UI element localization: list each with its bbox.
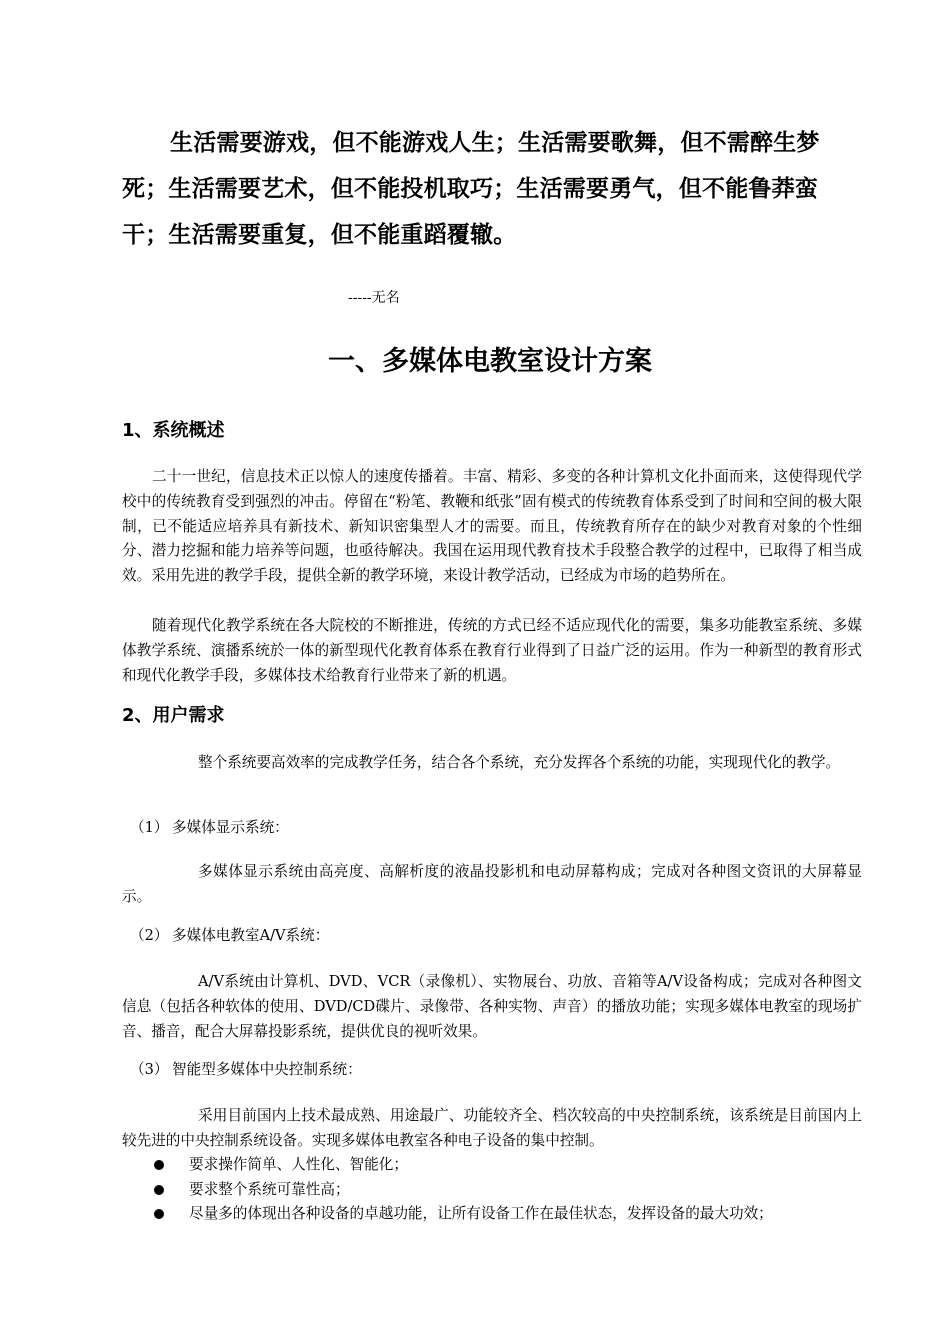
list-item — [154, 1178, 874, 1203]
requirement-desc-2: A/V系统由计算机、DVD、VCR（录像机）、实物展台、功放、音箱等A/V设备构成；完成对各种图文信息（包括各种软体的使用、DVD/CD碟片、录像带、各种实物、声音）的播放功能；实现多媒体电教室的现场扩音、播音，配合大屏幕投影系统，提供优良的视听效果。 — [122, 973, 862, 1040]
section-heading-requirements: 2、用户需求 — [122, 705, 225, 726]
bullet-dot-icon — [154, 1209, 164, 1219]
quote-attribution: -----无名 — [348, 290, 400, 306]
requirement-item-3 — [130, 1059, 362, 1081]
requirement-label: 多媒体显示系统： — [172, 819, 289, 836]
requirement-number: （2） — [130, 927, 169, 944]
requirement-item-1 — [130, 817, 289, 839]
requirement-number: （1） — [130, 819, 169, 836]
requirement-desc-3: 采用目前国内上技术最成熟、用途最广、功能较齐全、档次较高的中央控制系统，该系统是目前国内上较先进的中央控制系统设备。实现多媒体电教室各种电子设备的集中控制。 — [122, 1107, 862, 1149]
opening-quote: 生活需要游戏，但不能游戏人生；生活需要歌舞，但不需醉生梦死；生活需要艺术，但不能投机取巧；生活需要勇气，但不能鲁莽蛮干；生活需要重复，但不能重蹈覆辙。 — [122, 130, 820, 248]
bullet-text: 尽量多的体现出各种设备的卓越功能，让所有设备工作在最佳状态，发挥设备的最大功效； — [189, 1205, 773, 1223]
document-title: 一、多媒体电教室设计方案 — [328, 346, 652, 377]
section-heading-overview: 1、系统概述 — [122, 420, 225, 441]
overview-paragraph-2: 随着现代化教学系统在各大院校的不断推进，传统的方式已经不适应现代化的需要，集多功能教室系统、多媒体教学系统、演播系统於一体的新型现代化教育体系在教育行业得到了日益广泛的运用。作为一种新型的教育形式和现代化教学手段，多媒体技术给教育行业带来了新的机遇。 — [122, 617, 862, 684]
list-item — [154, 1202, 874, 1227]
list-item — [154, 1153, 874, 1178]
requirement-label: 智能型多媒体中央控制系统： — [172, 1061, 362, 1078]
bullet-text: 要求整个系统可靠性高； — [189, 1180, 350, 1198]
overview-paragraph-1: 二十一世纪，信息技术正以惊人的速度传播着。丰富、精彩、多变的各种计算机文化扑面而来，这使得现代学校中的传统教育受到强烈的冲击。停留在“粉笔、教鞭和纸张”固有模式的传统教育体系受到了时间和空间的极大限制，已不能适应培养具有新技术、新知识密集型人才的需要。而且，传统教育所存在的缺少对教育对象的个性细分、潜力挖掘和能力培养等问题，也亟待解决。我国在运用现代教育技术手段整合教学的过程中，已取得了相当成效。采用先进的教学手段，提供全新的教学环境，来设计教学活动，已经成为市场的趋势所在。 — [122, 468, 862, 585]
requirement-item-2 — [130, 925, 329, 947]
bullet-text: 要求操作简单、人性化、智能化； — [189, 1156, 408, 1173]
requirement-label: 多媒体电教室A/V系统： — [172, 927, 330, 944]
requirements-intro: 整个系统要高效率的完成教学任务，结合各个系统，充分发挥各个系统的功能，实现现代化的教学。 — [198, 754, 841, 771]
requirement-bullet-list — [154, 1153, 874, 1227]
requirement-desc-1: 多媒体显示系统由高亮度、高解析度的液晶投影机和电动屏幕构成；完成对各种图文资讯的大屏幕显示。 — [122, 863, 862, 905]
bullet-dot-icon — [154, 1185, 164, 1195]
bullet-dot-icon — [154, 1160, 164, 1170]
requirement-number: （3） — [130, 1061, 169, 1078]
